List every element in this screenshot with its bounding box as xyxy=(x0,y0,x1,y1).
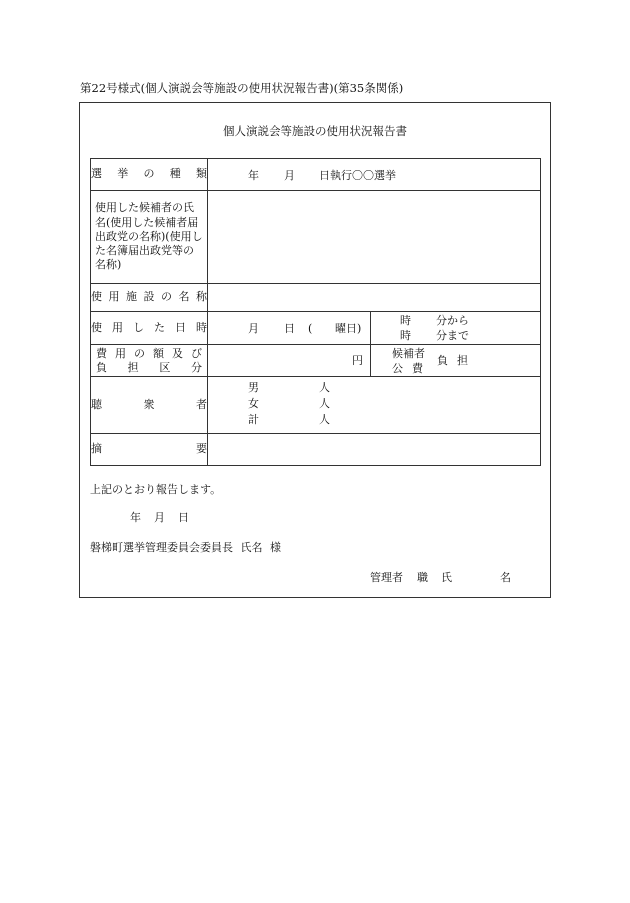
position-label: 職 xyxy=(417,571,428,584)
label-election-type: 選挙の種類 xyxy=(91,159,208,191)
row-facility-name xyxy=(91,284,541,312)
election-month: 月 xyxy=(284,169,295,182)
bearer-public: 公費 xyxy=(392,362,432,375)
row-candidate-name xyxy=(91,191,541,284)
report-date-day: 日 xyxy=(178,511,189,524)
burden-label: 負担 xyxy=(437,354,477,367)
audience-female: 女 xyxy=(248,397,259,410)
hour-to: 時 xyxy=(400,329,411,342)
addressee-line: 磐梯町選挙管理委員会委員長 氏名 様 xyxy=(90,541,281,554)
form-title: 個人演説会等施設の使用状況報告書 xyxy=(223,124,407,138)
value-use-date xyxy=(208,312,371,345)
value-facility-name xyxy=(208,284,541,312)
use-day: 日 xyxy=(284,322,295,335)
use-weekday: 曜日) xyxy=(335,322,362,335)
hour-from: 時 xyxy=(400,314,411,327)
value-candidate-name xyxy=(208,191,541,284)
audience-male: 男 xyxy=(248,381,259,394)
value-use-time xyxy=(371,312,541,345)
report-statement: 上記のとおり報告します。 xyxy=(90,483,222,496)
audience-total: 計 xyxy=(248,413,259,426)
use-paren-open: ( xyxy=(308,322,313,335)
value-election-type xyxy=(208,159,541,191)
report-date-month: 月 xyxy=(154,511,165,524)
label-cost-line2: 負担区分 xyxy=(96,360,202,374)
manager-label: 管理者 xyxy=(370,571,403,584)
bearer-candidate: 候補者 xyxy=(392,347,425,360)
name-family-label: 氏 xyxy=(441,571,452,584)
value-cost-amount xyxy=(208,345,371,377)
audience-male-unit: 人 xyxy=(319,381,330,394)
row-audience xyxy=(91,377,541,434)
minute-from: 分から xyxy=(436,314,469,327)
value-cost-bearer xyxy=(371,345,541,377)
audience-female-unit: 人 xyxy=(319,397,330,410)
label-remarks: 摘要 xyxy=(91,434,208,466)
label-audience: 聴衆者 xyxy=(91,377,208,434)
label-candidate-name: 使用した候補者の氏名(使用した候補者届出政党の名称)(使用した名簿届出政党等の名称) xyxy=(91,191,208,284)
audience-total-unit: 人 xyxy=(319,413,330,426)
label-cost-line1: 費用の額及び xyxy=(96,346,202,360)
row-remarks xyxy=(91,434,541,466)
form-number-caption: 第22号様式(個人演説会等施設の使用状況報告書)(第35条関係) xyxy=(80,81,404,95)
value-remarks xyxy=(208,434,541,466)
label-facility-name: 使用施設の名称 xyxy=(91,284,208,312)
report-table xyxy=(90,158,541,466)
value-audience xyxy=(208,377,541,434)
row-election-type xyxy=(91,159,541,191)
election-day-suffix: 日執行〇〇選挙 xyxy=(319,169,396,182)
yen-unit: 円 xyxy=(352,354,363,367)
name-given-label: 名 xyxy=(500,571,511,584)
row-cost xyxy=(91,345,541,377)
use-month: 月 xyxy=(248,322,259,335)
label-cost xyxy=(91,345,208,377)
minute-to: 分まで xyxy=(436,329,469,342)
label-use-datetime: 使用した日時 xyxy=(91,312,208,345)
row-use-datetime xyxy=(91,312,541,345)
report-date-year: 年 xyxy=(130,511,141,524)
election-year: 年 xyxy=(248,169,259,182)
